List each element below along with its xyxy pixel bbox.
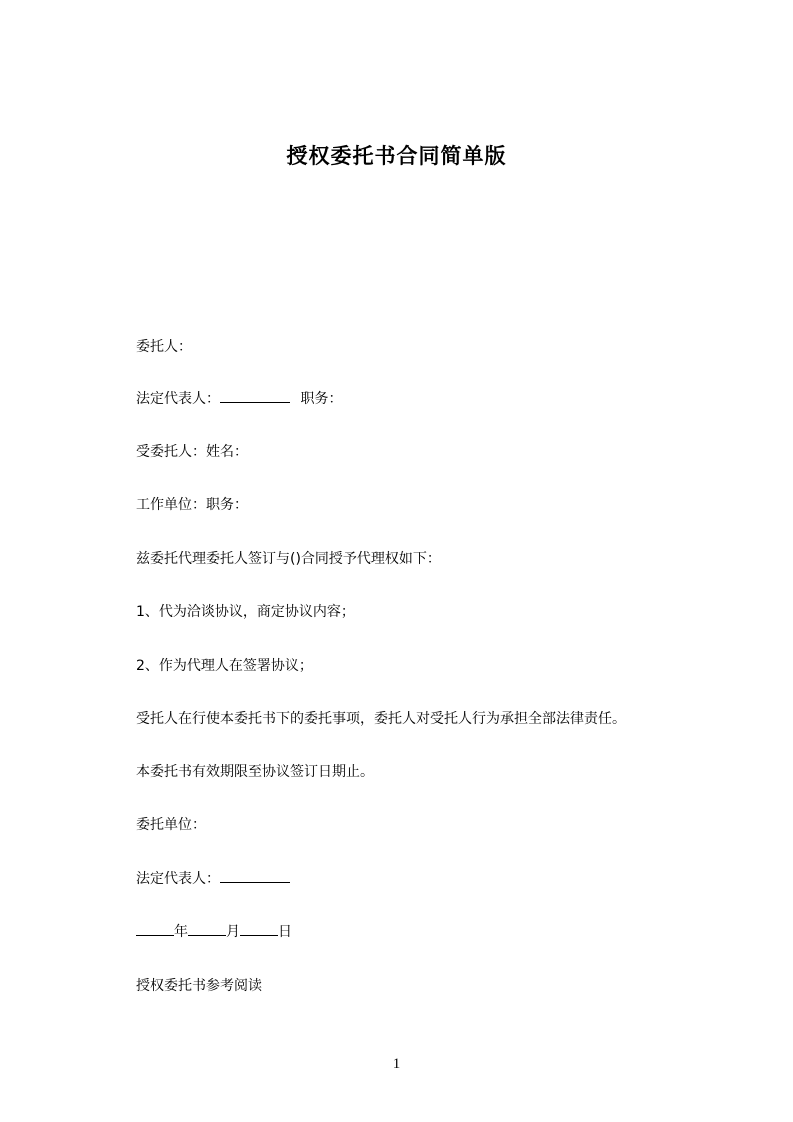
legal-rep-position-label: 职务：	[300, 391, 343, 407]
principal-unit-line	[136, 815, 206, 835]
agent-name-label: 姓名：	[206, 444, 248, 460]
work-unit-label: 工作单位：	[136, 497, 206, 513]
agent-label: 受委托人：	[136, 444, 206, 460]
principal-line	[136, 337, 192, 357]
legal-rep-blank-2	[220, 869, 290, 883]
document-title: 授权委托书合同简单版	[286, 144, 507, 168]
agent-line	[136, 442, 248, 462]
principal-unit-label: 委托单位：	[136, 817, 206, 833]
day-label: 日	[278, 924, 292, 940]
reference-heading: 授权委托书参考阅读	[136, 978, 262, 994]
item-2: 2、作为代理人在签署协议；	[136, 658, 313, 674]
day-blank	[240, 922, 278, 936]
legal-rep-line-2	[136, 869, 290, 889]
work-unit-position-label: 职务：	[206, 497, 248, 513]
month-blank	[188, 922, 226, 936]
date-line	[136, 922, 292, 942]
legal-rep-blank	[220, 389, 290, 403]
legal-rep-label-2: 法定代表人：	[136, 871, 220, 887]
legal-rep-label: 法定代表人：	[136, 391, 220, 407]
responsibility-paragraph: 受托人在行使本委托书下的委托事项，委托人对受托人行为承担全部法律责任。	[136, 711, 626, 727]
year-label: 年	[174, 924, 188, 940]
validity-paragraph: 本委托书有效期限至协议签订日期止。	[136, 764, 374, 780]
work-unit-line	[136, 495, 248, 515]
principal-label: 委托人：	[136, 339, 192, 355]
legal-rep-line-1	[136, 389, 342, 409]
page-number: 1	[392, 1056, 401, 1072]
intro-paragraph: 兹委托代理委托人签订与()合同授予代理权如下：	[136, 551, 441, 567]
item-1: 1、代为洽谈协议，商定协议内容；	[136, 604, 355, 620]
month-label: 月	[226, 924, 240, 940]
year-blank	[136, 922, 174, 936]
